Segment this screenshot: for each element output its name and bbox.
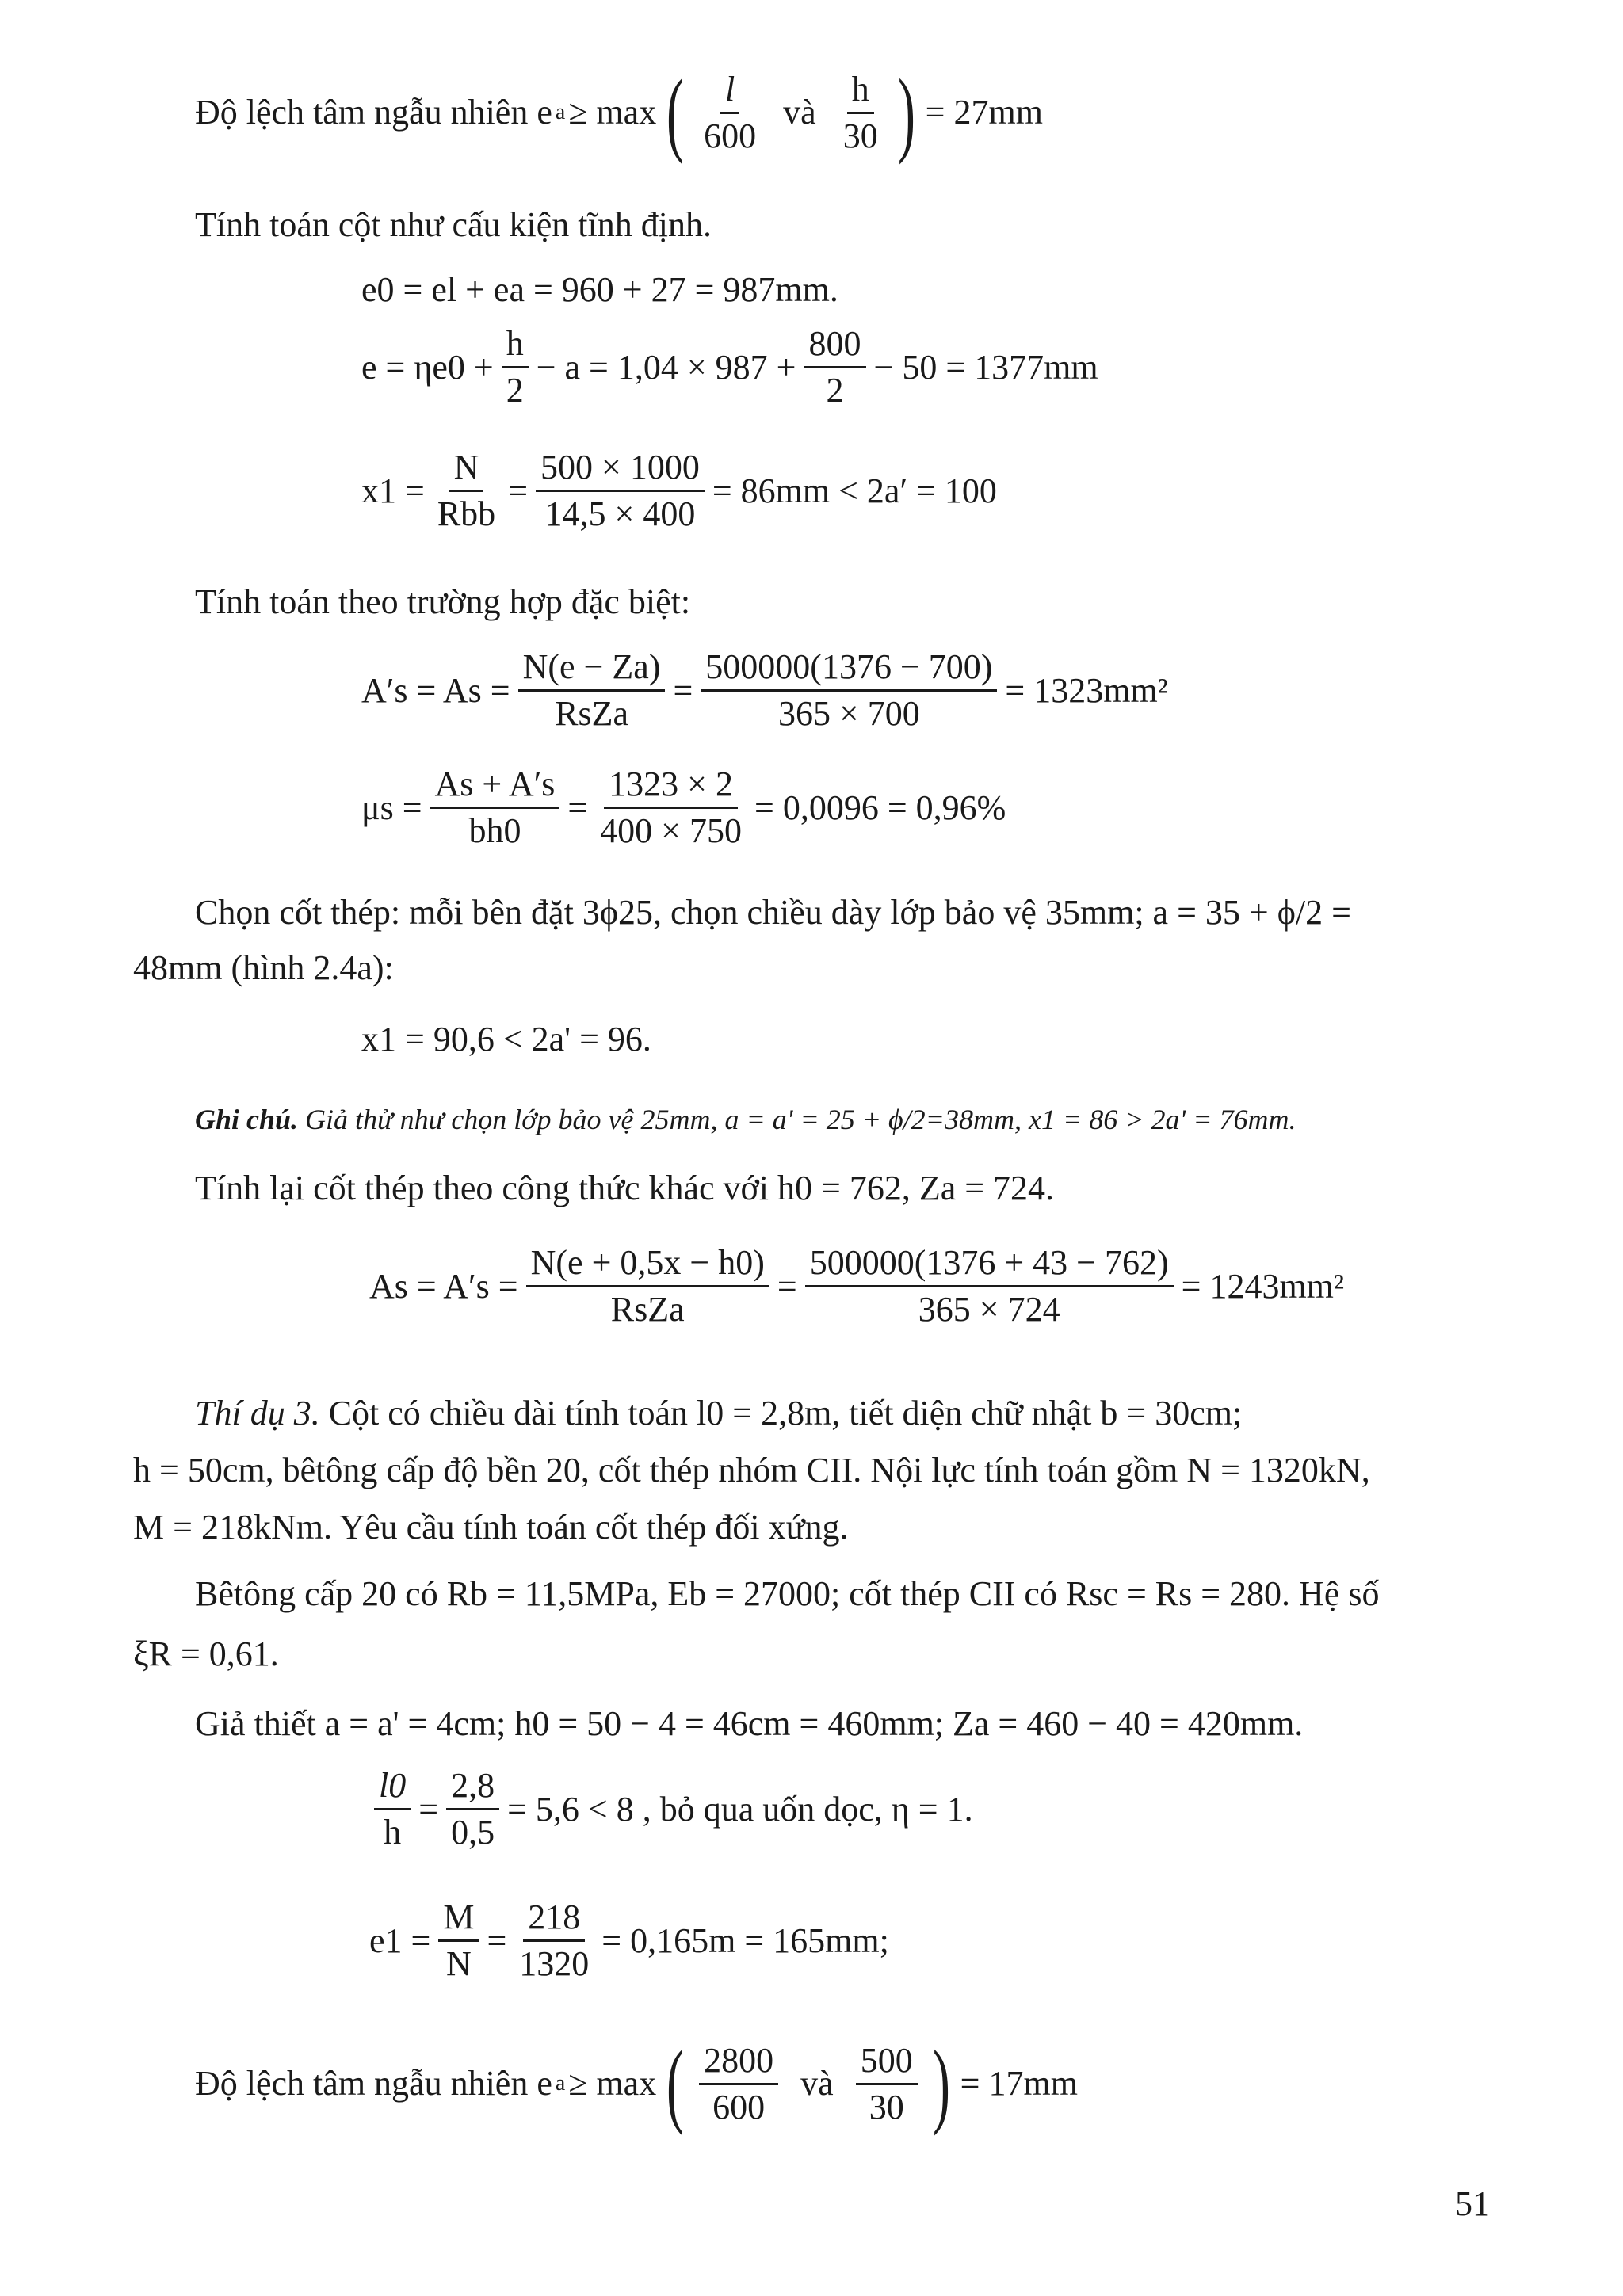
- text: e = ηe0 +: [361, 347, 494, 387]
- text: =: [777, 1266, 797, 1306]
- equation-As-recalc: [369, 1245, 1344, 1327]
- equation-x1: [361, 450, 997, 532]
- subscript: a: [555, 2071, 566, 2096]
- fraction: $\frac{2800}{600}$: [699, 2043, 778, 2125]
- fraction: $\frac{N(e - Za)}{\text{RsZa}}$: [518, 650, 666, 731]
- equation-mu: [361, 767, 1006, 849]
- text: x1 =: [361, 471, 425, 510]
- example-3-line-1: [195, 1396, 1242, 1431]
- text: = 1323mm²: [1005, 670, 1168, 710]
- equation-e1: [369, 1897, 889, 1983]
- text: = 1243mm²: [1181, 1266, 1345, 1306]
- paragraph: Tính lại cốt thép theo công thức khác với h0 = 762, Za = 724.: [195, 1169, 1055, 1207]
- fraction: $\frac{N}{\text{Rbb}}$: [437, 448, 496, 533]
- text: − 50 = 1377mm: [873, 347, 1098, 387]
- text: = 0,0096 = 0,96%: [754, 788, 1006, 827]
- fraction: $\frac{500000(1376 + 43 - 762)}{365 \times 724}$: [805, 1245, 1174, 1327]
- paragraph: M = 218kNm. Yêu cầu tính toán cốt thép đối xứng.: [133, 1508, 849, 1547]
- fraction: $\frac{l}{600}$: [704, 69, 757, 155]
- text: μs =: [361, 788, 422, 827]
- text: = 5,6 < 8 , bỏ qua uốn dọc, η = 1.: [507, 1789, 973, 1829]
- eq-accidental-eccentricity-1: [195, 59, 1043, 165]
- paragraph: 48mm (hình 2.4a):: [133, 948, 394, 987]
- fraction: $\frac{2,8}{0,5}$: [446, 1768, 499, 1850]
- left-paren: (: [666, 2031, 685, 2136]
- paragraph: ξR = 0,61.: [133, 1634, 279, 1673]
- paragraph: h = 50cm, bêtông cấp độ bền 20, cốt thép nhóm CII. Nội lực tính toán gồm N = 1320kN,: [133, 1451, 1370, 1489]
- text: A′s = As =: [361, 670, 510, 710]
- text: =: [418, 1789, 439, 1829]
- text: =: [487, 1920, 507, 1960]
- text: và: [800, 2064, 834, 2103]
- text: =: [673, 670, 693, 710]
- paragraph: Tính toán cột như cấu kiện tĩnh định.: [195, 205, 712, 244]
- subscript: a: [555, 100, 566, 124]
- left-paren: (: [666, 59, 685, 165]
- text: =: [567, 788, 588, 827]
- equation-x1-check: x1 = 90,6 < 2a' = 96.: [361, 1020, 651, 1058]
- text: =: [508, 471, 529, 510]
- text: và: [783, 93, 816, 132]
- text: − a = 1,04 × 987 +: [536, 347, 796, 387]
- fraction: $\frac{500 \times 1000}{14,5 \times 400}$: [536, 450, 705, 532]
- note-text: Giả thử như chọn lớp bảo vệ 25mm, a = a' = 25 + ϕ/2=38mm, x1 = 86 > 2a' = 76mm.: [298, 1104, 1296, 1135]
- text: ≥ max: [568, 93, 657, 132]
- fraction: $\frac{M}{N}$: [438, 1900, 479, 1981]
- right-paren: ): [932, 2031, 950, 2136]
- note-label: Ghi chú.: [195, 1104, 299, 1135]
- text: ≥ max: [568, 2064, 657, 2103]
- fraction: $\frac{h}{30}$: [842, 69, 878, 155]
- text: Độ lệch tâm ngẫu nhiên e: [195, 93, 552, 132]
- equation-As: [361, 647, 1168, 733]
- text: Cột có chiều dài tính toán l0 = 2,8m, tiết diện chữ nhật b = 30cm;: [319, 1394, 1243, 1432]
- equation-e0: e0 = el + ea = 960 + 27 = 987mm.: [361, 270, 838, 309]
- paragraph: Chọn cốt thép: mỗi bên đặt 3ϕ25, chọn chiều dày lớp bảo vệ 35mm; a = 35 + ϕ/2 =: [195, 893, 1351, 932]
- fraction: $\frac{l0}{h}$: [374, 1768, 411, 1850]
- paragraph: Bêtông cấp 20 có Rb = 11,5MPa, Eb = 27000; cốt thép CII có Rsc = Rs = 280. Hệ số: [195, 1574, 1380, 1613]
- fraction: $\frac{1323 \times 2}{400 \times 750}$: [600, 765, 742, 850]
- text: Độ lệch tâm ngẫu nhiên e: [195, 2064, 552, 2103]
- text: = 27mm: [925, 93, 1043, 132]
- text: e1 =: [369, 1920, 431, 1960]
- text: = 86mm < 2a′ = 100: [712, 471, 997, 510]
- paragraph: Giả thiết a = a' = 4cm; h0 = 50 − 4 = 46cm = 460mm; Za = 460 − 40 = 420mm.: [195, 1704, 1304, 1743]
- eq-accidental-eccentricity-2: [195, 2031, 1078, 2136]
- equation-slenderness: [369, 1768, 973, 1850]
- fraction: $\frac{500000(1376 - 700)}{365 \times 700}$: [701, 650, 997, 731]
- fraction: $\frac{800}{2}$: [804, 326, 866, 408]
- fraction: $\frac{As + A's}{bh0}$: [430, 767, 560, 849]
- paragraph: Tính toán theo trường hợp đặc biệt:: [195, 582, 691, 621]
- fraction: $\frac{N(e + 0,5x - h0)}{\text{RsZa}}$: [526, 1245, 769, 1327]
- text: As = A′s =: [369, 1266, 518, 1306]
- text: = 0,165m = 165mm;: [601, 1920, 889, 1960]
- page-number: 51: [1455, 2184, 1490, 2223]
- note: [195, 1103, 1296, 1136]
- fraction: $\frac{h}{2}$: [502, 326, 529, 408]
- equation-e: [361, 326, 1098, 408]
- right-paren: ): [897, 59, 915, 165]
- example-label: Thí dụ 3.: [195, 1394, 320, 1432]
- text: = 17mm: [960, 2064, 1078, 2103]
- fraction: $\frac{500}{30}$: [856, 2043, 918, 2125]
- fraction: $\frac{218}{1320}$: [519, 1897, 590, 1983]
